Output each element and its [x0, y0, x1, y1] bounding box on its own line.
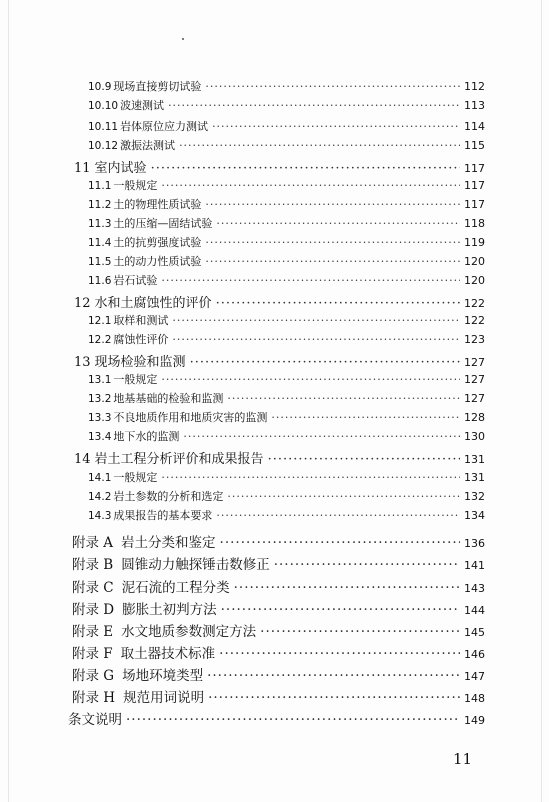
- toc-entry-title: 一般规定: [113, 373, 158, 386]
- toc-entry-page: 117: [464, 162, 485, 175]
- toc-entry-page: 117: [464, 198, 485, 211]
- toc-entry-page: 120: [464, 274, 485, 287]
- toc-leader-dots: [208, 690, 460, 706]
- toc-entry-title: 土的抗剪强度试验: [113, 236, 202, 249]
- toc-entry-title: 规范用词说明: [123, 690, 205, 706]
- toc-entry-number: 14.3: [88, 510, 112, 522]
- toc-leader-dots: [126, 712, 460, 728]
- toc-entry-number: 11.5: [88, 256, 112, 268]
- toc-entry-title: 水文地质参数测定方法: [121, 624, 257, 640]
- toc-entry-number: 11: [74, 161, 91, 176]
- toc-entry-number: 11.2: [88, 199, 112, 211]
- scan-speck: [182, 38, 184, 40]
- toc-entry-page: 131: [464, 453, 485, 466]
- toc-entry-title: 现场直接剪切试验: [113, 80, 202, 93]
- toc-entry-number: 13.3: [88, 412, 112, 424]
- toc-entry[interactable]: [88, 253, 485, 269]
- toc-entry-title: 圆锥动力触探锤击数修正: [121, 557, 270, 573]
- toc-entry-title: 土的压缩—固结试验: [113, 217, 213, 230]
- toc-entry[interactable]: [88, 177, 485, 193]
- toc-entry-page: 123: [464, 333, 485, 346]
- toc-leader-dots: [234, 580, 460, 596]
- toc-entry-number: 附录 B: [72, 557, 114, 573]
- toc-leader-dots: [216, 217, 460, 230]
- toc-entry-number: 附录 A: [72, 535, 114, 551]
- toc-leader-dots: [271, 411, 460, 424]
- toc-entry[interactable]: [72, 664, 485, 684]
- toc-leader-dots: [220, 535, 460, 551]
- toc-entry-title: 岩土参数的分析和选定: [113, 490, 224, 503]
- toc-entry-page: 134: [464, 509, 485, 522]
- toc-leader-dots: [161, 471, 460, 484]
- toc-leader-dots: [161, 274, 460, 287]
- toc-entry-title: 地下水的监测: [113, 430, 180, 443]
- toc-entry-number: 11.1: [88, 180, 112, 192]
- toc-entry-title: 土的动力性质试验: [113, 255, 202, 268]
- page-edge-left: [8, 0, 9, 802]
- toc-leader-dots: [172, 314, 460, 327]
- toc-entry-page: 131: [464, 471, 485, 484]
- toc-entry-page: 148: [464, 692, 485, 705]
- toc-entry-number: 14: [74, 452, 91, 467]
- toc-entry-title: 腐蚀性评价: [113, 333, 169, 346]
- toc-entry-title: 一般规定: [113, 179, 158, 192]
- toc-entry-title: 土的物理性质试验: [113, 198, 202, 211]
- toc-entry-page: 127: [464, 356, 485, 369]
- toc-entry[interactable]: [88, 428, 485, 444]
- toc-entry-number: 14.1: [88, 472, 112, 484]
- toc-entry[interactable]: [88, 137, 485, 153]
- toc-entry[interactable]: [88, 97, 485, 113]
- toc-entry[interactable]: [72, 620, 485, 640]
- toc-entry-number: 13: [74, 355, 91, 370]
- toc-entry[interactable]: [88, 507, 485, 523]
- toc-entry-title: 一般规定: [113, 471, 158, 484]
- toc-leader-dots: [216, 296, 460, 311]
- toc-entry-title: 波速测试: [120, 99, 165, 112]
- toc-leader-dots: [205, 236, 460, 249]
- toc-entry-page: 141: [464, 559, 485, 572]
- toc-entry-page: 146: [464, 648, 485, 661]
- toc-entry[interactable]: [88, 390, 485, 406]
- toc-entry[interactable]: [88, 312, 485, 328]
- toc-entry[interactable]: [88, 78, 485, 94]
- toc-entry-page: 130: [464, 430, 485, 443]
- toc-entry-number: 附录 E: [72, 624, 114, 640]
- toc-entry-number: 11.3: [88, 218, 112, 230]
- toc-entry-page: 127: [464, 392, 485, 405]
- toc-leader-dots: [190, 355, 460, 370]
- toc-entry[interactable]: [74, 157, 485, 176]
- toc-entry-title: 泥石流的工程分类: [121, 580, 230, 596]
- toc-entry[interactable]: [68, 708, 485, 728]
- toc-entry-number: 10.10: [88, 100, 119, 112]
- toc-entry-page: 132: [464, 490, 485, 503]
- toc-entry-page: 119: [464, 236, 485, 249]
- toc-entry-page: 115: [464, 139, 485, 152]
- page-edge-right: [541, 0, 542, 802]
- toc-entry[interactable]: [72, 576, 485, 596]
- toc-entry-number: 附录 H: [72, 690, 116, 706]
- toc-entry-title: 成果报告的基本要求: [113, 509, 213, 522]
- toc-entry-number: 13.4: [88, 431, 112, 443]
- toc-entry[interactable]: [72, 531, 485, 551]
- toc-entry-page: 128: [464, 411, 485, 424]
- toc-leader-dots: [207, 668, 460, 684]
- toc-leader-dots: [205, 255, 460, 268]
- toc-entry[interactable]: [74, 351, 485, 370]
- toc-entry[interactable]: [72, 553, 485, 573]
- toc-leader-dots: [161, 373, 460, 386]
- toc-entry-number: 附录 C: [72, 580, 114, 596]
- toc-entry-page: 114: [464, 120, 485, 133]
- toc-entry-page: 145: [464, 626, 485, 639]
- page-number: 11: [453, 750, 473, 768]
- toc-entry-page: 120: [464, 255, 485, 268]
- toc-entry[interactable]: [88, 488, 485, 504]
- toc-entry-title: 岩石试验: [113, 274, 158, 287]
- toc-entry-number: 10.9: [88, 81, 112, 93]
- toc-entry[interactable]: [88, 234, 485, 250]
- toc-entry-title: 取土器技术标准: [120, 646, 216, 662]
- toc-leader-dots: [212, 120, 460, 133]
- toc-entry-title: 激振法测试: [120, 139, 176, 152]
- toc-entry-page: 113: [464, 99, 485, 112]
- toc-entry[interactable]: [74, 292, 485, 311]
- toc-entry-page: 149: [464, 714, 485, 727]
- toc-entry-title: 现场检验和监测: [94, 355, 186, 370]
- toc-entry-title: 膨胀土初判方法: [122, 602, 217, 618]
- toc-entry-page: 136: [464, 537, 485, 550]
- toc-entry-page: 122: [464, 297, 485, 310]
- toc-entry[interactable]: [72, 686, 485, 706]
- toc-leader-dots: [260, 624, 460, 640]
- toc-entry-number: 附录 D: [72, 602, 115, 618]
- toc-entry-title: 岩土分类和鉴定: [121, 535, 216, 551]
- toc-entry[interactable]: [88, 118, 485, 134]
- toc-entry[interactable]: [88, 469, 485, 485]
- toc-entry-number: 11.6: [88, 275, 112, 287]
- toc-leader-dots: [216, 509, 460, 522]
- toc-leader-dots: [268, 452, 460, 467]
- toc-leader-dots: [221, 602, 460, 618]
- toc-entry-page: 118: [464, 217, 485, 230]
- toc-leader-dots: [205, 198, 460, 211]
- toc-entry-number: 10.11: [88, 121, 119, 133]
- toc-leader-dots: [227, 490, 460, 503]
- toc-entry-title: 取样和测试: [113, 314, 169, 327]
- toc-entry-number: 14.2: [88, 491, 112, 503]
- toc-entry-title: 岩体原位应力测试: [120, 120, 209, 133]
- toc-entry-page: 143: [464, 582, 485, 595]
- toc-entry-page: 127: [464, 373, 485, 386]
- toc-entry-number: 12.1: [88, 315, 112, 327]
- toc-entry-number: 12.2: [88, 334, 112, 346]
- toc-entry-page: 144: [464, 604, 485, 617]
- toc-leader-dots: [151, 161, 460, 176]
- toc-entry-number: 11.4: [88, 237, 112, 249]
- toc-leader-dots: [172, 333, 460, 346]
- toc-leader-dots: [219, 646, 460, 662]
- toc-entry-title: 地基基础的检验和监测: [113, 392, 224, 405]
- toc-entry[interactable]: [72, 598, 485, 618]
- toc-entry-number: 附录 G: [72, 668, 115, 684]
- toc-entry-number: 13.1: [88, 374, 112, 386]
- toc-entry-page: 122: [464, 314, 485, 327]
- toc-entry[interactable]: [72, 642, 485, 662]
- toc-entry-title: 室内试验: [94, 161, 147, 176]
- toc-entry-page: 147: [464, 670, 485, 683]
- toc-leader-dots: [205, 80, 460, 93]
- toc-entry-title: 不良地质作用和地质灾害的监测: [113, 411, 268, 424]
- toc-leader-dots: [168, 99, 460, 112]
- toc-entry-number: 附录 F: [72, 646, 113, 662]
- toc-entry-title: 岩土工程分析评价和成果报告: [94, 452, 264, 467]
- toc-entry[interactable]: [74, 448, 485, 467]
- toc-leader-dots: [274, 557, 460, 573]
- toc-leader-dots: [161, 179, 460, 192]
- toc-entry-number: 13.2: [88, 393, 112, 405]
- toc-entry[interactable]: [88, 371, 485, 387]
- toc-entry-number: 12: [74, 296, 91, 311]
- toc-entry-page: 117: [464, 179, 485, 192]
- toc-entry[interactable]: [88, 196, 485, 212]
- toc-entry[interactable]: [88, 215, 485, 231]
- toc-entry-title: 水和土腐蚀性的评价: [94, 296, 212, 311]
- toc-entry-title: 场地环境类型: [122, 668, 204, 684]
- toc-leader-dots: [179, 139, 460, 152]
- toc-entry[interactable]: [88, 409, 485, 425]
- toc-entry-page: 112: [464, 80, 485, 93]
- toc-entry-title: 条文说明: [68, 712, 122, 728]
- toc-entry-number: 10.12: [88, 140, 119, 152]
- toc-entry[interactable]: [88, 331, 485, 347]
- toc-leader-dots: [227, 392, 460, 405]
- toc-entry[interactable]: [88, 272, 485, 288]
- toc-leader-dots: [183, 430, 460, 443]
